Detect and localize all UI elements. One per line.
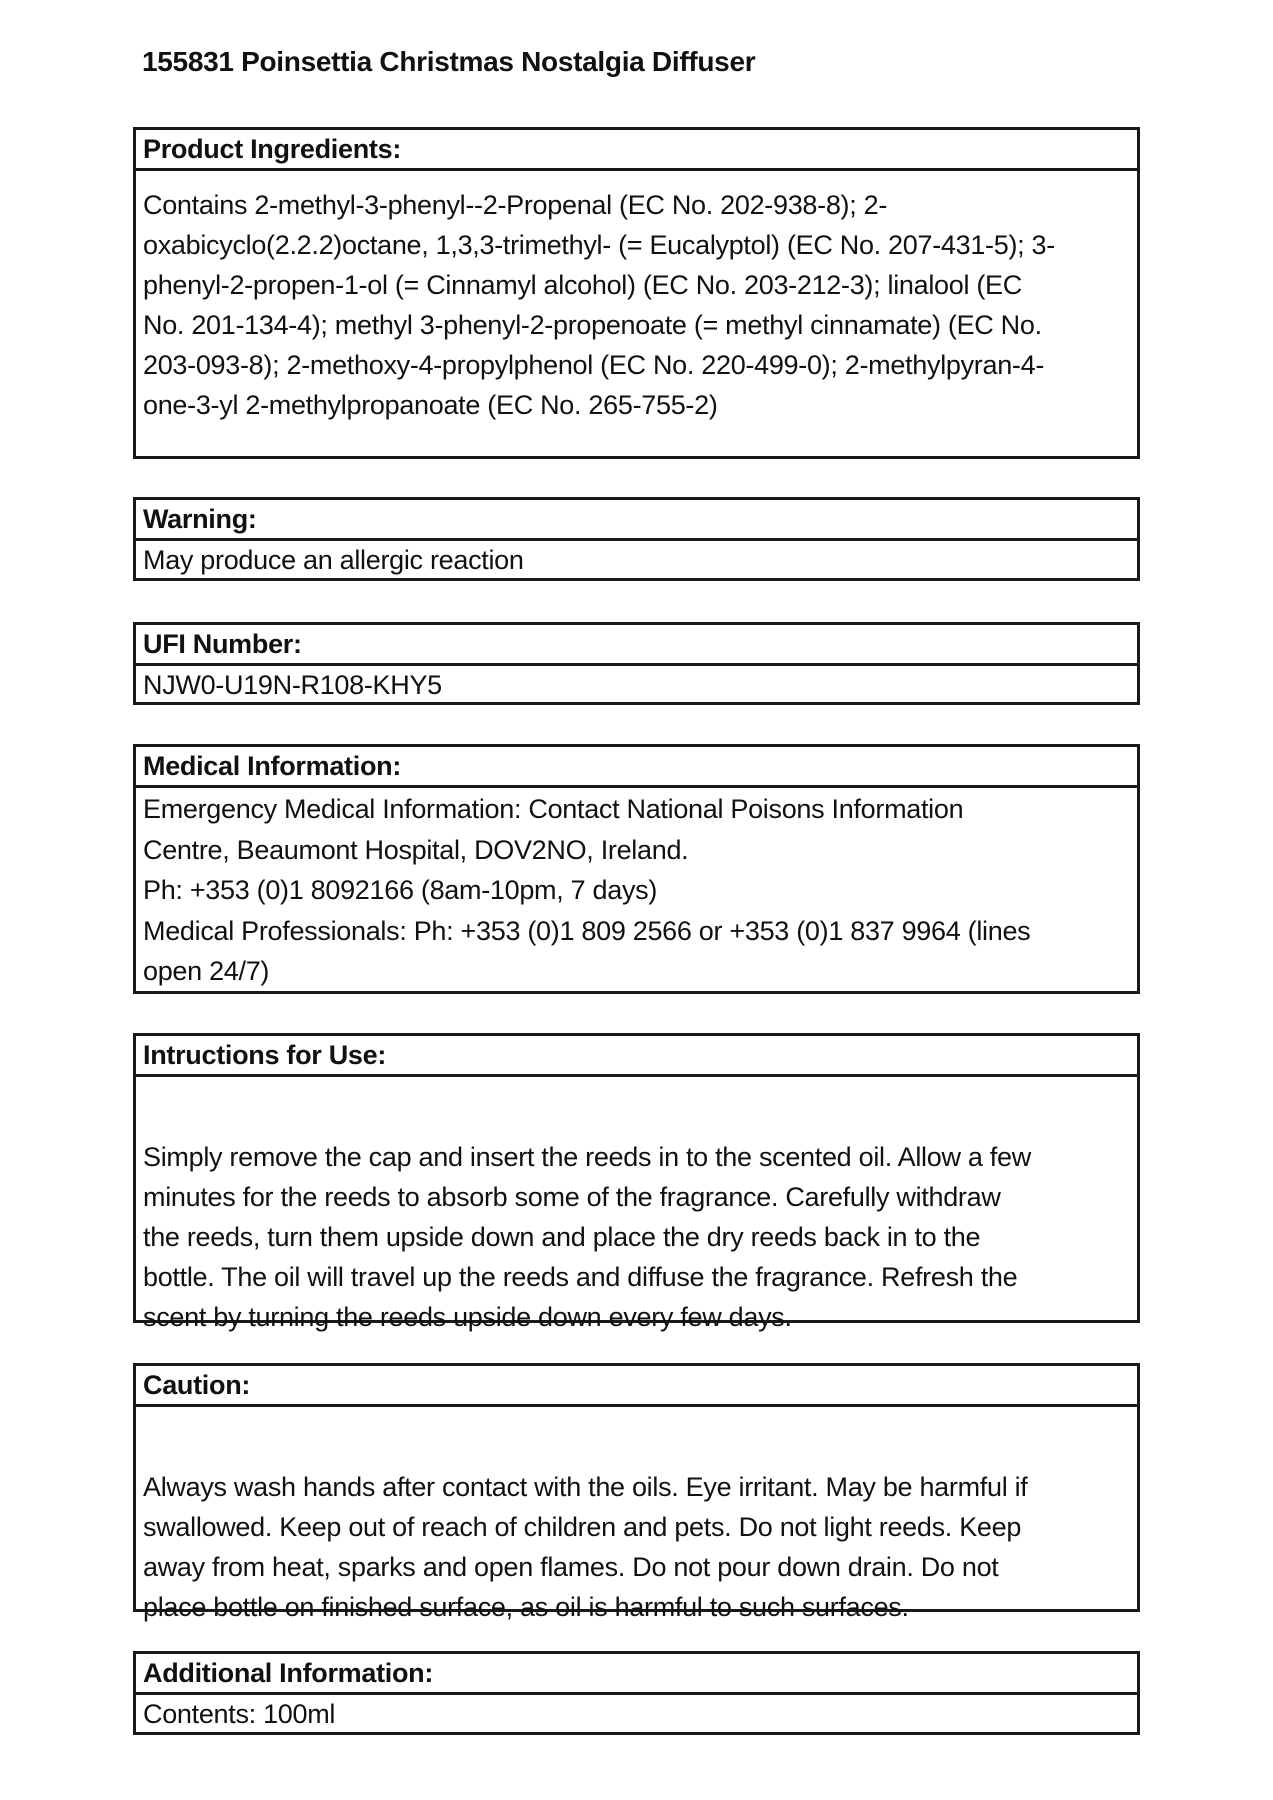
instructions-line: bottle. The oil will travel up the reeds and diffuse the fragrance. Refresh the xyxy=(143,1262,1018,1292)
ufi-number-section xyxy=(133,622,1140,705)
caution-line: swallowed. Keep out of reach of children and pets. Do not light reeds. Keep xyxy=(143,1512,1022,1542)
section-heading: Intructions for Use: xyxy=(136,1036,1137,1077)
contents-volume: Contents: 100ml xyxy=(143,1699,336,1729)
medical-line: Medical Professionals: Ph: +353 (0)1 809 2566 or +353 (0)1 837 9964 (lines xyxy=(143,915,1031,946)
medical-line: Centre, Beaumont Hospital, DOV2NO, Ireland. xyxy=(143,834,689,865)
section-body xyxy=(136,1695,1137,1733)
instructions-section xyxy=(133,1033,1140,1332)
caution-line: away from heat, sparks and open flames. Do not pour down drain. Do not xyxy=(143,1552,999,1582)
section-heading: Warning: xyxy=(136,500,1137,541)
section-body xyxy=(136,666,1137,704)
medical-line: open 24/7) xyxy=(143,956,270,986)
document-title: 155831 Poinsettia Christmas Nostalgia Diffuser xyxy=(142,46,756,77)
medical-phone: Ph: +353 (0)1 8092166 (8am-10pm, 7 days) xyxy=(143,875,658,905)
ingredients-line: 203-093-8); 2-methoxy-4-propylphenol (EC No. 220-499-0); 2-methylpyran-4- xyxy=(143,350,1045,380)
ingredients-line: Contains 2-methyl-3-phenyl--2-Propenal (EC No. 202-938-8); 2- xyxy=(143,190,888,220)
caution-line: Always wash hands after contact with the oils. Eye irritant. May be harmful if xyxy=(143,1472,1028,1502)
medical-information-section xyxy=(133,744,1140,994)
section-body xyxy=(136,171,1137,425)
section-body xyxy=(136,1077,1137,1337)
blank-line xyxy=(143,1097,1137,1137)
blank-line xyxy=(143,1427,1137,1467)
medical-line: Emergency Medical Information: Contact National Poisons Information xyxy=(143,794,964,824)
warning-section xyxy=(133,497,1140,581)
warning-text: May produce an allergic reaction xyxy=(143,545,524,575)
section-heading: Additional Information: xyxy=(136,1654,1137,1695)
section-body xyxy=(136,541,1137,579)
instructions-line: the reeds, turn them upside down and place the dry reeds back in to the xyxy=(143,1222,981,1252)
instructions-line: Simply remove the cap and insert the reeds in to the scented oil. Allow a few xyxy=(143,1142,1031,1172)
section-body xyxy=(136,1407,1137,1627)
caution-section xyxy=(133,1363,1140,1622)
ingredients-line: phenyl-2-propen-1-ol (= Cinnamyl alcohol) (EC No. 203-212-3); linalool (EC xyxy=(143,270,1022,300)
section-heading: Product Ingredients: xyxy=(136,130,1137,171)
section-body xyxy=(136,788,1137,992)
ingredients-line: No. 201-134-4); methyl 3-phenyl-2-propenoate (= methyl cinnamate) (EC No. xyxy=(143,310,1042,340)
ingredients-line: oxabicyclo(2.2.2)octane, 1,3,3-trimethyl- (= Eucalyptol) (EC No. 207-431-5); 3- xyxy=(143,230,1055,260)
caution-line: place bottle on finished surface, as oil is harmful to such surfaces. xyxy=(143,1592,909,1622)
product-ingredients-section xyxy=(133,127,1140,459)
ufi-code: NJW0-U19N-R108-KHY5 xyxy=(143,670,442,700)
instructions-line: minutes for the reeds to absorb some of the fragrance. Carefully withdraw xyxy=(143,1182,1001,1212)
section-heading: UFI Number: xyxy=(136,625,1137,666)
section-heading: Medical Information: xyxy=(136,747,1137,788)
instructions-line: scent by turning the reeds upside down every few days. xyxy=(143,1302,792,1332)
additional-information-section xyxy=(133,1651,1140,1735)
ingredients-line: one-3-yl 2-methylpropanoate (EC No. 265-755-2) xyxy=(143,390,718,420)
section-heading: Caution: xyxy=(136,1366,1137,1407)
